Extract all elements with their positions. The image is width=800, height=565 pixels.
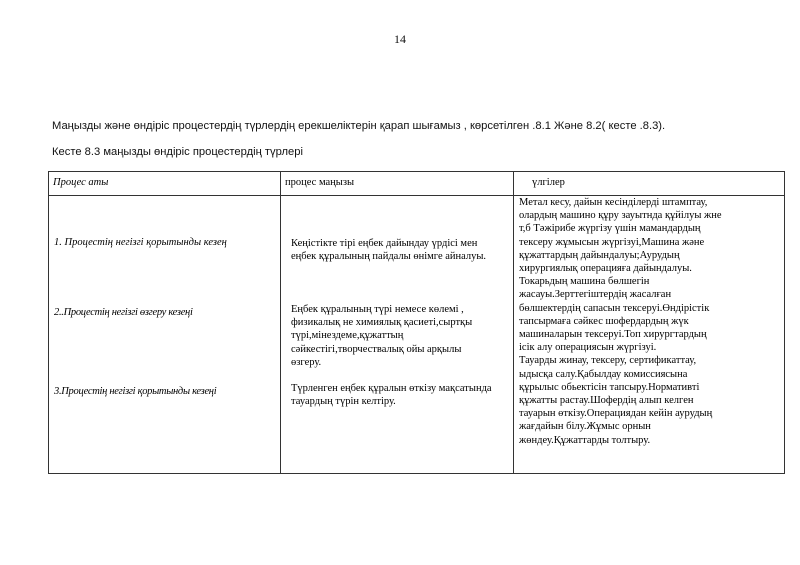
example-line: құжаттардың дайындалуы;Аурудың	[519, 249, 680, 261]
examples-cell	[514, 196, 785, 474]
example-line: құжатты растау.Шофердің алып келген	[519, 395, 694, 407]
table-body-row	[49, 196, 785, 474]
example-line: тауарын өткізу.Операциядан кейін аурудың	[519, 408, 713, 420]
example-line: т,б Тәжірибе жүргізу үшін мамандардың	[519, 223, 701, 235]
examples-text	[519, 196, 781, 447]
example-line: тексеру жұмысын жүргізуі,Машина және	[519, 236, 705, 248]
example-line: тапсырмаға сәйкес шофердардың жүк	[519, 315, 689, 327]
example-line: хирургиялық операцияға дайындалуы.	[519, 263, 692, 275]
process-types-table	[48, 171, 785, 474]
header-process-name: Процес аты	[49, 172, 281, 196]
example-line: жағдайын білу.Жұмыс орнын	[519, 421, 651, 433]
example-line: Токарьдың машина бөлшегін	[519, 276, 650, 288]
example-line: машиналарын тексеруі.Топ хирургтардың	[519, 329, 707, 341]
intro-paragraph: Маңызды және өндіріс процестердің түрлердің ерекшеліктерін қарап шығамыз , көрсетілген .8.1 Және 8.2( кесте .8.3).	[52, 120, 666, 132]
table-caption: Кесте 8.3 маңызды өндіріс процестердің түрлері	[52, 146, 303, 158]
header-process-meaning: процес маңызы	[281, 172, 514, 196]
example-line: құрылыс обьектісін тапсыру.Нормативті	[519, 381, 700, 393]
example-line: ыдысқа салу.Қабылдау комиссиясына	[519, 368, 688, 380]
example-line: жөндеу.Құжаттарды толтыру.	[519, 434, 651, 446]
table-header-row	[49, 172, 785, 196]
meaning-2: Еңбек құралының түрі немесе көлемі , физикалық не химиялық қасиеті,сыртқы түрі,мінездеме,құжаттың сәйкестігі,творчествалық ойы арқылы өзгеру.	[291, 304, 473, 368]
phase-3: 3.Процестің негізгі қорытынды кезеңі	[54, 386, 217, 397]
phase-2: 2..Процестің негізгі өзгеру кезеңі	[54, 307, 193, 318]
example-line: жасауы.Зерттегіштердің жасалған	[519, 289, 672, 301]
example-line: Тауарды жинау, тексеру, сертификаттау,	[519, 355, 697, 367]
example-line: ісік алу операциясын жүргізуі.	[519, 342, 657, 354]
header-examples: үлгілер	[514, 172, 785, 196]
page-number: 14	[394, 32, 406, 46]
meaning-cell	[281, 196, 514, 474]
meaning-3: Түрленген еңбек құралын өткізу мақсатында тауардың түрін келтіру.	[291, 383, 492, 408]
example-line: Метал кесу, дайын кесінділерді штамптау,	[519, 197, 708, 208]
phase-1: 1. Процестің негізгі қорытынды кезең	[54, 237, 227, 248]
example-line: бөлшектердің сапасын тексеруі.Өндірістік	[519, 302, 710, 314]
phase-cell	[49, 196, 281, 474]
example-line: олардың машино құру зауытнда құйілуы жне	[519, 210, 722, 222]
meaning-1: Кеңістікте тірі еңбек дайындау үрдісі мен еңбек құралының пайдалы өнімге айналуы.	[291, 238, 487, 263]
